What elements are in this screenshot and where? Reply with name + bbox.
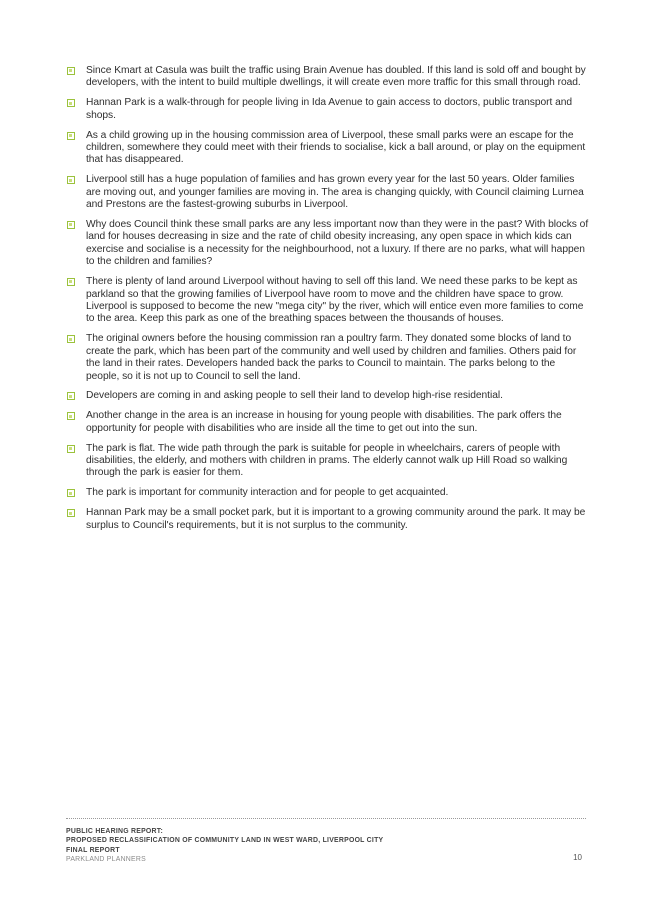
list-item — [67, 333, 589, 383]
checkbox-bullet-icon — [67, 335, 75, 343]
bullet-text: Why does Council think these small parks are any less important now than they were in the past? With blocks of land for houses decreasing in size and the rate of child obesity increasing, any open space in which kids can exercise and socialise is a necessity for the neighbourhood, not a luxury. If there are no parks, what will happen to the children and families? — [86, 219, 589, 268]
checkbox-bullet-icon — [67, 392, 75, 400]
bullet-list — [67, 65, 589, 540]
bullet-text: Another change in the area is an increase in housing for young people with disabilities. The park offers the opportunity for people with disabilities who are inside all the time to get out into the sun. — [86, 410, 562, 434]
list-item — [67, 219, 589, 269]
page-number: 10 — [573, 853, 582, 862]
list-item — [67, 390, 589, 402]
footer-author: PARKLAND PLANNERS — [66, 856, 146, 864]
bullet-text: Developers are coming in and asking people to sell their land to develop high-rise residential. — [86, 390, 503, 402]
list-item — [67, 276, 589, 326]
bullet-text: Liverpool still has a huge population of families and has grown every year for the last 50 years. Older families are moving out, and younger families are moving in. The area is changing quickly, with Council claiming Lurnea and Prestons are the fastest-growing suburbs in Liverpool. — [86, 174, 584, 211]
bullet-text: Hannan Park may be a small pocket park, but it is important to a growing community around the park. It may be surplus to Council's requirements, but it is not surplus to the community. — [86, 507, 586, 531]
checkbox-bullet-icon — [67, 221, 75, 229]
bullet-text: There is plenty of land around Liverpool without having to sell off this land. We need these parks to be kept as parkland so that the growing families of Liverpool have room to move and the children have space to grow. Liverpool is supposed to become the new "mega city" by the river, which will entice even more families to come to the area. Keep this park as one of the breathing spaces between the thousands of houses. — [86, 276, 584, 325]
footer-report-subtitle: PROPOSED RECLASSIFICATION OF COMMUNITY LAND IN WEST WARD, LIVERPOOL CITY — [66, 837, 384, 845]
checkbox-bullet-icon — [67, 509, 75, 517]
checkbox-bullet-icon — [67, 412, 75, 420]
list-item — [67, 174, 589, 211]
list-item — [67, 507, 589, 532]
list-item — [67, 410, 589, 435]
list-item — [67, 130, 589, 167]
bullet-text: As a child growing up in the housing commission area of Liverpool, these small parks were an escape for the children, somewhere they could meet with their friends to socialise, kick a ball around, or play on the equipment that has disappeared. — [86, 129, 586, 166]
checkbox-bullet-icon — [67, 132, 75, 140]
list-item — [67, 443, 589, 480]
checkbox-bullet-icon — [67, 489, 75, 497]
bullet-text: The park is important for community interaction and for people to get acquainted. — [86, 487, 449, 499]
footer-report-title: PUBLIC HEARING REPORT: — [66, 828, 163, 835]
bullet-text: The park is flat. The wide path through the park is suitable for people in wheelchairs, carers of people with disabilities, the elderly, and mothers with children in prams. The elderly cannot walk up Hill Road so walking through the park is easier for them. — [86, 442, 568, 479]
checkbox-bullet-icon — [67, 67, 75, 75]
list-item — [67, 487, 589, 499]
bullet-text: The original owners before the housing commission ran a poultry farm. They donated some blocks of land to create the park, which has been part of the community and well used by children and families. Others paid for the land in their rates. Developers handed back the parks to Council to maintain. The parks belong to the people, so it is not up to Council to sell the land. — [86, 333, 577, 382]
checkbox-bullet-icon — [67, 99, 75, 107]
checkbox-bullet-icon — [67, 278, 75, 286]
bullet-text: Hannan Park is a walk-through for people living in Ida Avenue to gain access to doctors, public transport and shops. — [86, 97, 573, 121]
list-item — [67, 65, 589, 90]
checkbox-bullet-icon — [67, 445, 75, 453]
page-footer — [66, 818, 586, 865]
list-item — [67, 97, 589, 122]
checkbox-bullet-icon — [67, 176, 75, 184]
bullet-text: Since Kmart at Casula was built the traffic using Brain Avenue has doubled. If this land is sold off and bought by developers, with the intent to build multiple dwellings, it will create even more traffic for this small through road. — [86, 65, 586, 89]
footer-report-status: FINAL REPORT — [66, 846, 120, 854]
